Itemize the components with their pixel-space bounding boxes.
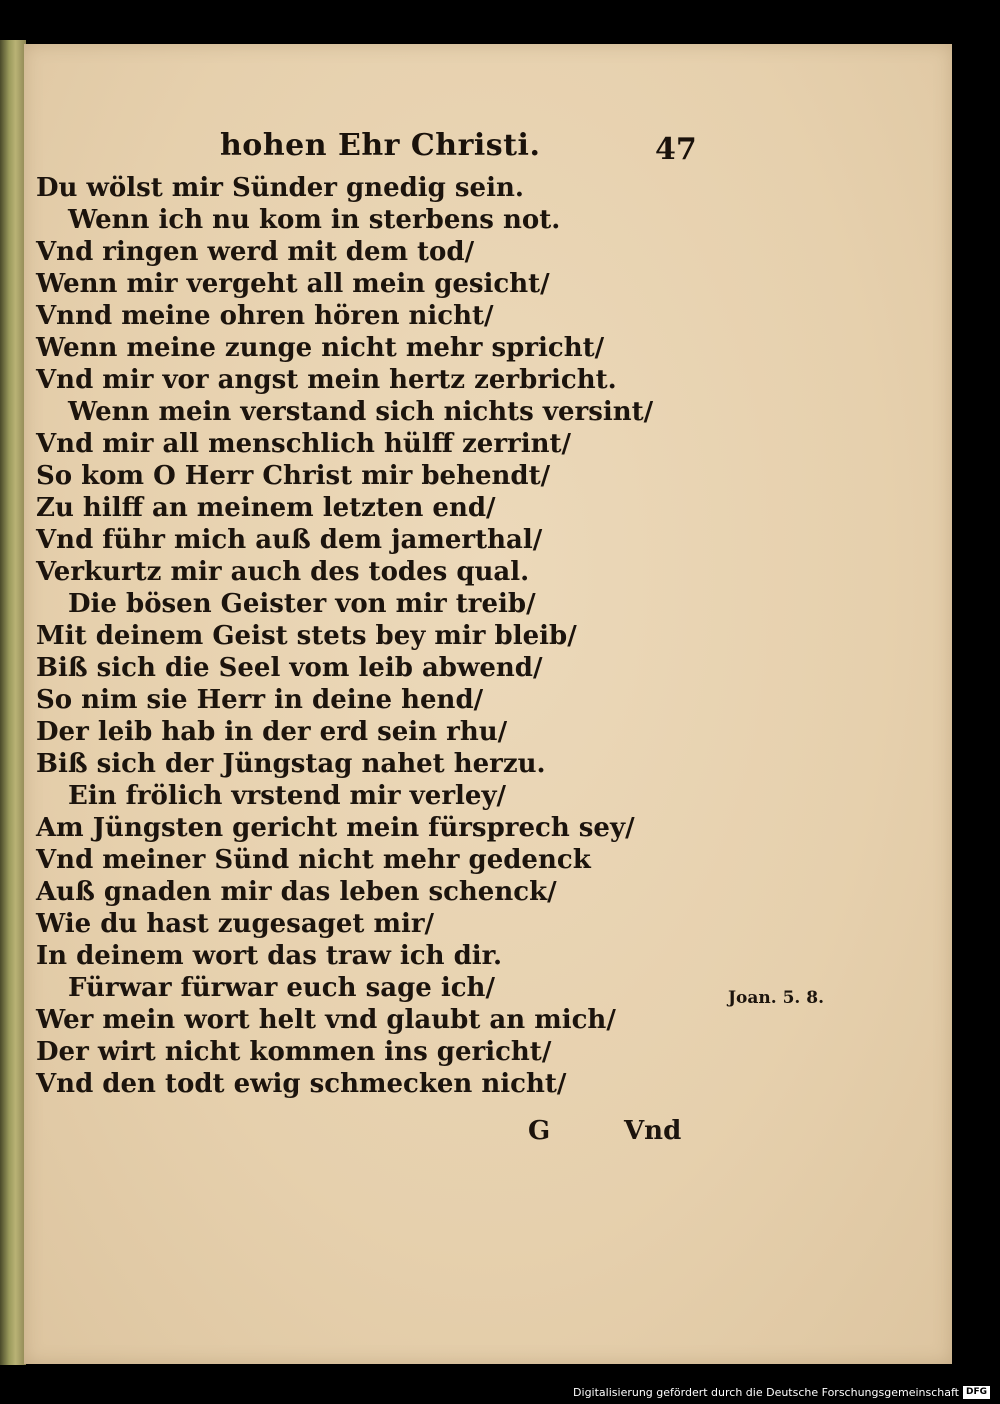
text-line: Vnd mir vor angst mein hertz zerbricht.	[36, 365, 617, 395]
text-line: Auß gnaden mir das leben schenck/	[36, 877, 557, 907]
text-line: Vnnd meine ohren hören nicht/	[36, 301, 494, 331]
text-line: Biß sich der Jüngstag nahet herzu.	[36, 749, 546, 779]
text-line: In deinem wort das traw ich dir.	[36, 941, 502, 971]
text-line: So nim sie Herr in deine hend/	[36, 685, 484, 715]
text-line: Wenn meine zunge nicht mehr spricht/	[36, 333, 605, 363]
digitization-credit	[573, 1386, 990, 1399]
margin-reference: Joan. 5. 8.	[728, 988, 825, 1008]
text-line: Wer mein wort helt vnd glaubt an mich/	[36, 1005, 616, 1035]
text-line: Vnd den todt ewig schmecken nicht/	[36, 1069, 567, 1099]
credit-text: Digitalisierung gefördert durch die Deutsche Forschungsgemeinschaft	[573, 1386, 959, 1399]
text-line: Vnd ringen werd mit dem tod/	[36, 237, 475, 267]
dfg-logo-icon: DFG	[963, 1386, 990, 1399]
text-line: Zu hilff an meinem letzten end/	[36, 493, 496, 523]
text-line: Wenn ich nu kom in sterbens not.	[68, 205, 561, 235]
text-line: Vnd meiner Sünd nicht mehr gedenck	[36, 845, 591, 875]
text-line: Verkurtz mir auch des todes qual.	[36, 557, 530, 587]
text-line: Biß sich die Seel vom leib abwend/	[36, 653, 543, 683]
text-line: Am Jüngsten gericht mein fürsprech sey/	[36, 813, 635, 843]
page-number: 47	[655, 132, 697, 167]
text-line: Der leib hab in der erd sein rhu/	[36, 717, 508, 747]
book-spine	[0, 40, 26, 1365]
running-title: hohen Ehr Christi.	[220, 128, 541, 163]
text-line: Fürwar fürwar euch sage ich/	[68, 973, 495, 1003]
text-line: Vnd führ mich auß dem jamerthal/	[36, 525, 543, 555]
signature-mark: G	[528, 1116, 551, 1146]
text-line: Wenn mein verstand sich nichts versint/	[68, 397, 654, 427]
text-line: Vnd mir all menschlich hülff zerrint/	[36, 429, 572, 459]
text-line: Mit deinem Geist stets bey mir bleib/	[36, 621, 577, 651]
catchword: Vnd	[624, 1116, 682, 1146]
text-line: Wie du hast zugesaget mir/	[36, 909, 435, 939]
text-line: Wenn mir vergeht all mein gesicht/	[36, 269, 550, 299]
text-line: Du wölst mir Sünder gnedig sein.	[36, 173, 524, 203]
text-line: Der wirt nicht kommen ins gericht/	[36, 1037, 552, 1067]
text-line: Ein frölich vrstend mir verley/	[68, 781, 507, 811]
text-line: So kom O Herr Christ mir behendt/	[36, 461, 551, 491]
text-line: Die bösen Geister von mir treib/	[68, 589, 536, 619]
